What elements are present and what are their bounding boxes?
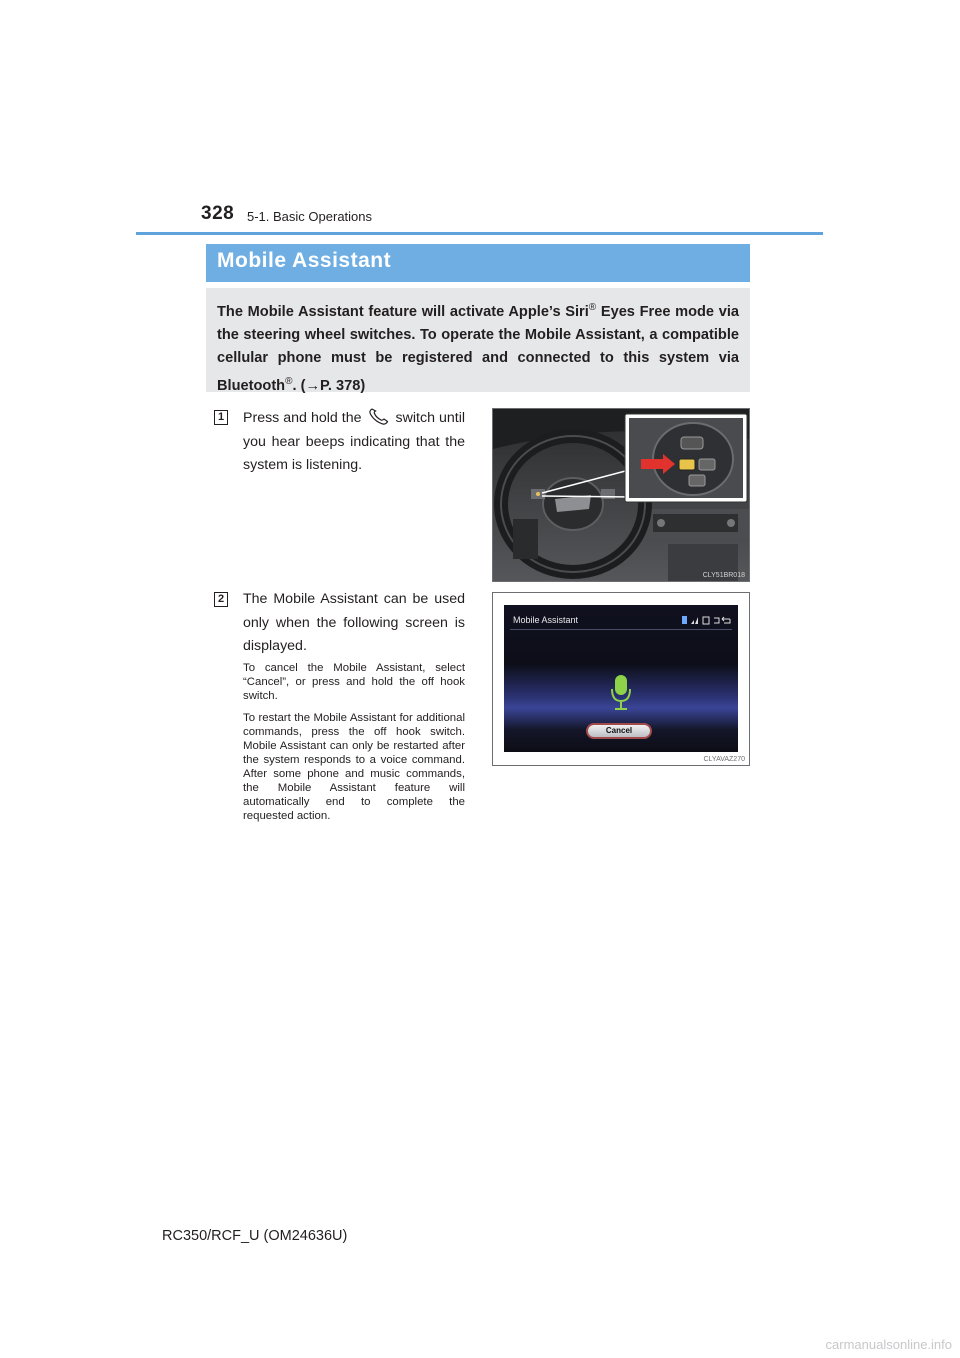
intro-box [206,288,750,392]
microphone-icon [611,675,631,711]
screen-display [504,605,738,752]
cancel-label: Cancel [605,726,633,735]
cancel-button[interactable] [586,723,652,739]
step-number-1: 1 [214,410,228,425]
section-label: 5-1. Basic Operations [247,209,373,224]
watermark: carmanualsonline.info [825,1337,952,1352]
intro-text-3: . (→P. 378) [292,377,366,394]
steering-wheel-figure [492,408,750,582]
registered-mark: ® [588,302,597,313]
step-1-text [243,406,465,478]
screen-title: Mobile Assistant [513,615,579,625]
step-2-note-2: To restart the Mobile Assistant for additional commands, press the off hook switch. Mobile Assistant can only be restarted after the system responds to a voice command. After some phone and music commands, the Mobile Assistant feature will automatically end to complete the requested action. [243,712,465,822]
status-icons [682,613,732,625]
figure-code: CLY51BR018 [702,572,745,579]
figure-code-2: CLYAVAZ270 [703,756,745,763]
step-2-note-1: To cancel the Mobile Assistant, select “Cancel”, or press and hold the off hook switch. [243,662,465,702]
intro-text-2: Eyes Free mode via the steering wheel switches. To operate the Mobile Assistant, a compatible cellular phone must be registered and connected to this system via Bluetooth [217,303,740,394]
footer-model-code: RC350/RCF_U (OM24636U) [162,1228,348,1244]
section-title: Mobile Assistant [217,249,392,272]
header-line [510,629,732,630]
registered-mark-2: ® [285,375,293,387]
page-number: 328 [201,203,235,224]
step-number-2: 2 [214,592,228,607]
step-1-text-a: Press and hold the [243,410,362,426]
header-rule [136,232,823,235]
section-title-bar [206,244,750,282]
intro-text-1: The Mobile Assistant feature will activate Apple’s Siri [217,303,589,320]
steering-wheel-illustration [493,409,750,582]
step-1-text-b: switch until you hear beeps indicating that the system is listening. [243,410,465,473]
phone-icon [366,406,392,424]
step-2-text: The Mobile Assistant can be used only when the following screen is displayed. [243,591,465,654]
mobile-assistant-screen-figure [492,592,750,766]
